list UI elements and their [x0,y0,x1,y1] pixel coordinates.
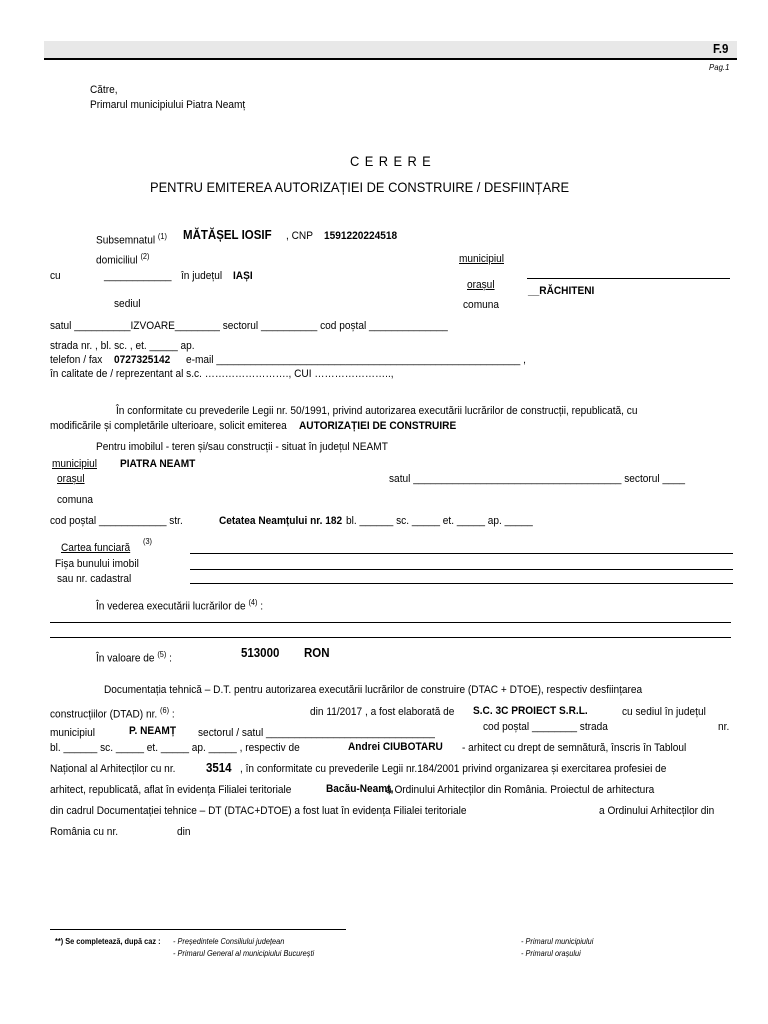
title-subtitle: PENTRU EMITEREA AUTORIZAȚIEI DE CONSTRUIRE / DESFIINȚARE [150,179,570,195]
doc-nr-label: construcțiilor (DTAD) nr. [50,708,158,721]
valoare-colon: : [169,652,172,665]
doc-line-6b: a Ordinului Arhitecților din România. Proiectul de arhitectura [386,784,655,796]
satul-line: satul __________IZVOARE________ sectorul __________ cod poștal ______________ [50,320,448,332]
cnp-value: 1591220224518 [324,230,398,242]
doc-firm: S.C. 3C PROIECT S.R.L. [473,705,588,717]
footnote-l1: - Președintele Consiliului județean [173,937,285,946]
cartea-line [190,553,733,554]
doc-line-6a: arhitect, republicată, aflat în evidența Filialei teritoriale [50,784,292,796]
doc-nr-colon: : [171,708,175,721]
conform-line-2: modificările și completările ulterioare, solicit emiterea [50,420,287,432]
doc-arch-no: 3514 [206,761,232,775]
doc-firm-city: P. NEAMȚ [129,725,177,737]
doc-line-3c: cod poștal ________ strada [483,721,608,733]
cadastral-line [190,583,733,584]
label-judet: în județul [181,270,223,282]
doc-line-7b: a Ordinului Arhitecților din [599,805,715,817]
footnote-ref-3: (3) [143,537,152,546]
autorizatie-type: AUTORIZAȚIEI DE CONSTRUIRE [299,420,457,432]
fisa-line [190,569,733,570]
footnote-label: **) Se completează, după caz : [55,937,161,946]
applicant-name: MĂTĂȘEL IOSIF [183,228,272,242]
page-number: Pag.1 [709,62,730,72]
conform-line-1: În conformitate cu prevederile Legii nr. 50/1991, privind autorizarea executării lucrărilor de construcții, republicată, cu [116,405,638,417]
doc-line-2b: din 11/2017 , a fost elaborată de [310,706,455,718]
label-cartea [61,542,130,555]
subsemnatul-text: Subsemnatul [96,234,156,247]
email-line: e-mail ______________________________________________________ , [186,354,526,366]
title-cerere: C E R E R E [350,153,432,169]
doc-line-1: Documentația tehnică – D.T. pentru autorizarea executării lucrărilor de construire (DTAC + DTOE), respectiv desființarea [104,684,643,696]
cartea-text: Cartea funciară [61,542,131,554]
doc-architect: Andrei CIUBOTARU [348,741,443,753]
telefon-value: 0727325142 [114,354,171,366]
calitate-line: în calitate de / reprezentant al s.c. ……………………., CUI ………………….., [50,368,394,380]
label-cu: cu [50,270,61,282]
street-value: Cetatea Neamțului nr. 182 [219,515,343,527]
imobil-option-comuna: comuna [57,494,94,506]
label-cadastral: sau nr. cadastral [57,573,132,585]
doc-line-8a: România cu nr. [50,826,119,838]
doc-line-3d: nr. [718,721,730,733]
form-code: F.9 [713,42,729,56]
imobil-option-municipiul: municipiul [52,458,98,470]
footnote-rule [50,929,346,930]
cnp-label: , CNP [286,230,313,242]
doc-line-8b: din [177,826,191,838]
label-domiciliul [96,250,149,268]
label-subsemnatul [96,230,167,248]
option-municipiul: municipiul [459,253,505,265]
localitate-value: __RĂCHITENI [528,285,595,297]
option-comuna: comuna [463,299,500,311]
vederea-colon: : [260,600,264,613]
doc-line-7a: din cadrul Documentației tehnice – DT (DTAC+DTOE) a fost luat în evidența Filialei teritoriale [50,805,467,817]
footnote-ref-4: (4) [248,598,258,607]
doc-line-4b: - arhitect cu drept de semnătură, înscris în Tabloul [462,742,687,754]
footnote-l2: - Primarul General al municipiului București [173,949,315,958]
footnote-ref-5: (5) [157,650,167,659]
header-bar [44,41,737,60]
label-vederea [96,596,263,614]
footnote-ref-1: (1) [157,232,167,241]
footnote-ref-2: (2) [140,252,150,261]
doc-line-2a [50,704,175,722]
judet-value: IAȘI [233,270,253,282]
addressee-to: Către, [90,84,118,96]
vederea-text: În vederea executării lucrărilor de [96,600,246,613]
lucrari-line-2 [50,637,731,638]
imobil-satul-line: satul _____________________________________ sectorul ____ [389,473,686,485]
imobil-line: Pentru imobilul - teren și/sau construcții - situat în județul NEAMT [96,441,388,453]
doc-line-3a: municipiul [50,727,96,739]
domiciliul-text: domiciliul [96,254,138,267]
label-sediul: sediul [114,298,141,310]
addressee-name: Primarul municipiului Piatra Neamț [90,99,246,111]
imobil-option-orasul: orașul [57,473,85,485]
footnote-r2: - Primarul orașului [521,949,581,958]
option-orasul: orașul [467,279,495,291]
valoare-currency: RON [304,646,330,660]
doc-line-2c: cu sediul în județul [622,706,706,718]
imobil-municipiu: PIATRA NEAMT [120,458,196,470]
doc-line-4a: bl. ______ sc. _____ et. _____ ap. _____ , respectiv de [50,742,300,754]
cod-line-b: bl. ______ sc. _____ et. _____ ap. _____ [346,515,533,527]
strada-line: strada nr. , bl. sc. , et. _____ ap. [50,340,195,352]
footnote-r1: - Primarul municipiului [521,937,594,946]
doc-line-5b: , în conformitate cu prevederile Legii nr.184/2001 privind organizarea și exercitarea profesiei de [240,763,667,775]
footnote-ref-6: (6) [160,706,170,715]
valoare-text: În valoare de [96,652,155,665]
doc-line-3b: sectorul / satul ______________________________ [198,727,435,739]
blank-cu: ____________ [104,270,172,282]
label-valoare [96,648,172,666]
valoare-value: 513000 [241,646,280,660]
doc-line-5a: Național al Arhitecților cu nr. [50,763,176,775]
localitate-line [527,278,730,279]
lucrari-line-1 [50,622,731,623]
label-telefon: telefon / fax [50,354,103,366]
label-fisa: Fișa bunului imobil [55,558,139,570]
cod-line-a: cod poștal ____________ str. [50,515,183,527]
doc-filiala: Bacău-Neamț, [326,783,394,795]
